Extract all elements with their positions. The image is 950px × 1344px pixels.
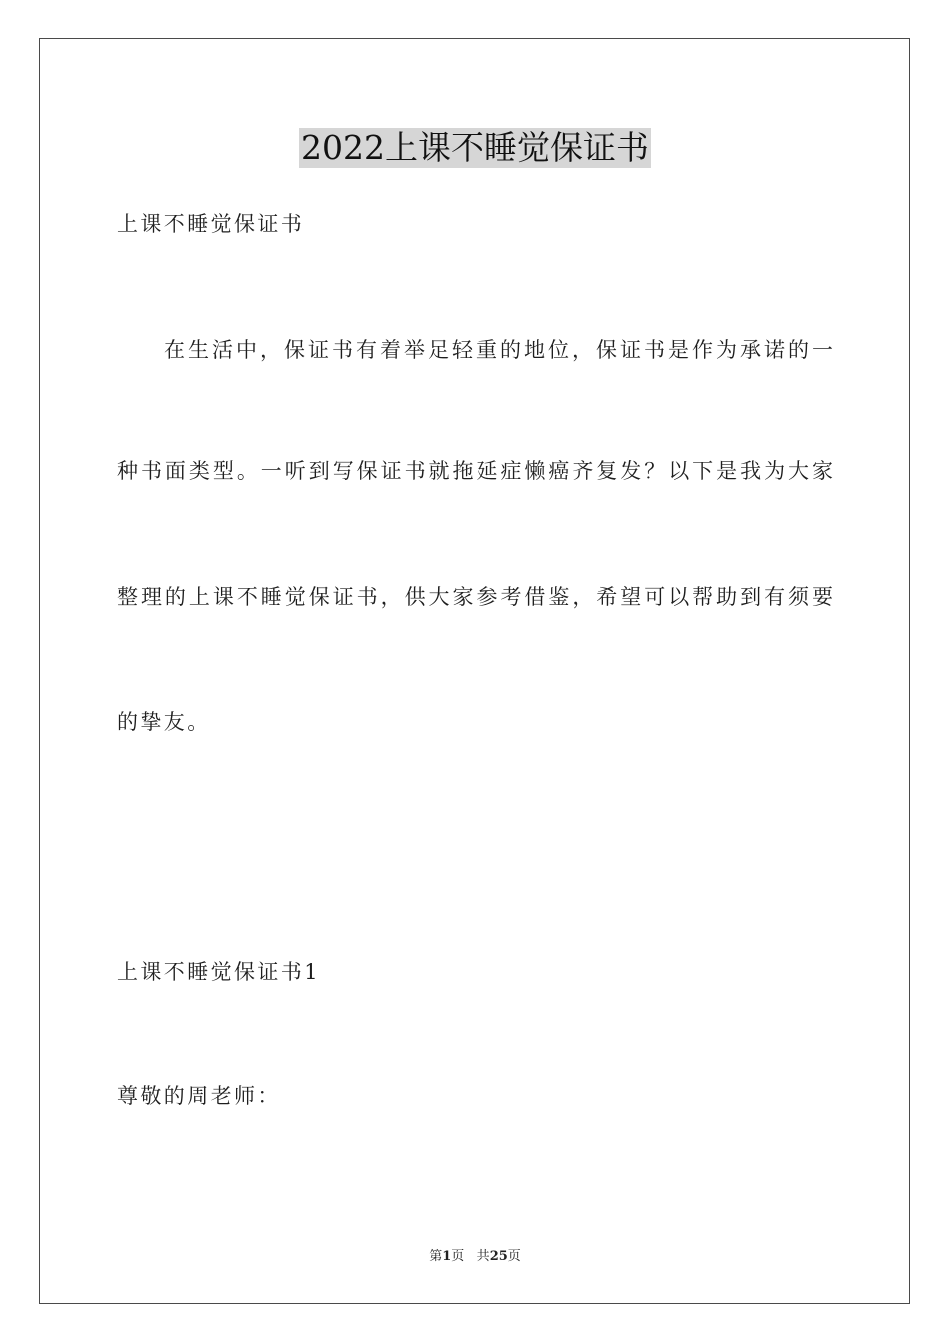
intro-paragraph-line-3: 整理的上课不睡觉保证书，供大家参考借鉴，希望可以帮助到有须要 — [117, 585, 833, 609]
footer-page-prefix: 第 — [429, 1249, 443, 1264]
footer-total-suffix: 页 — [507, 1249, 521, 1264]
footer-page-suffix: 页 — [451, 1249, 465, 1264]
section-heading: 上课不睡觉保证书1 — [117, 960, 320, 984]
footer-total-prefix: 共 — [476, 1249, 490, 1264]
page-footer — [0, 1248, 950, 1266]
document-subtitle: 上课不睡觉保证书 — [117, 212, 305, 236]
footer-page-number: 1 — [442, 1249, 452, 1264]
salutation: 尊敬的周老师： — [117, 1084, 281, 1108]
footer-total-pages: 25 — [489, 1249, 508, 1264]
document-title-text: 2022上课不睡觉保证书 — [301, 128, 649, 167]
intro-paragraph-line-2: 种书面类型。一听到写保证书就拖延症懒癌齐复发？以下是我为大家 — [117, 459, 833, 483]
intro-paragraph-line-4: 的挚友。 — [117, 710, 211, 734]
intro-paragraph-line-1: 在生活中，保证书有着举足轻重的地位，保证书是作为承诺的一 — [164, 338, 833, 362]
document-title — [0, 128, 950, 168]
